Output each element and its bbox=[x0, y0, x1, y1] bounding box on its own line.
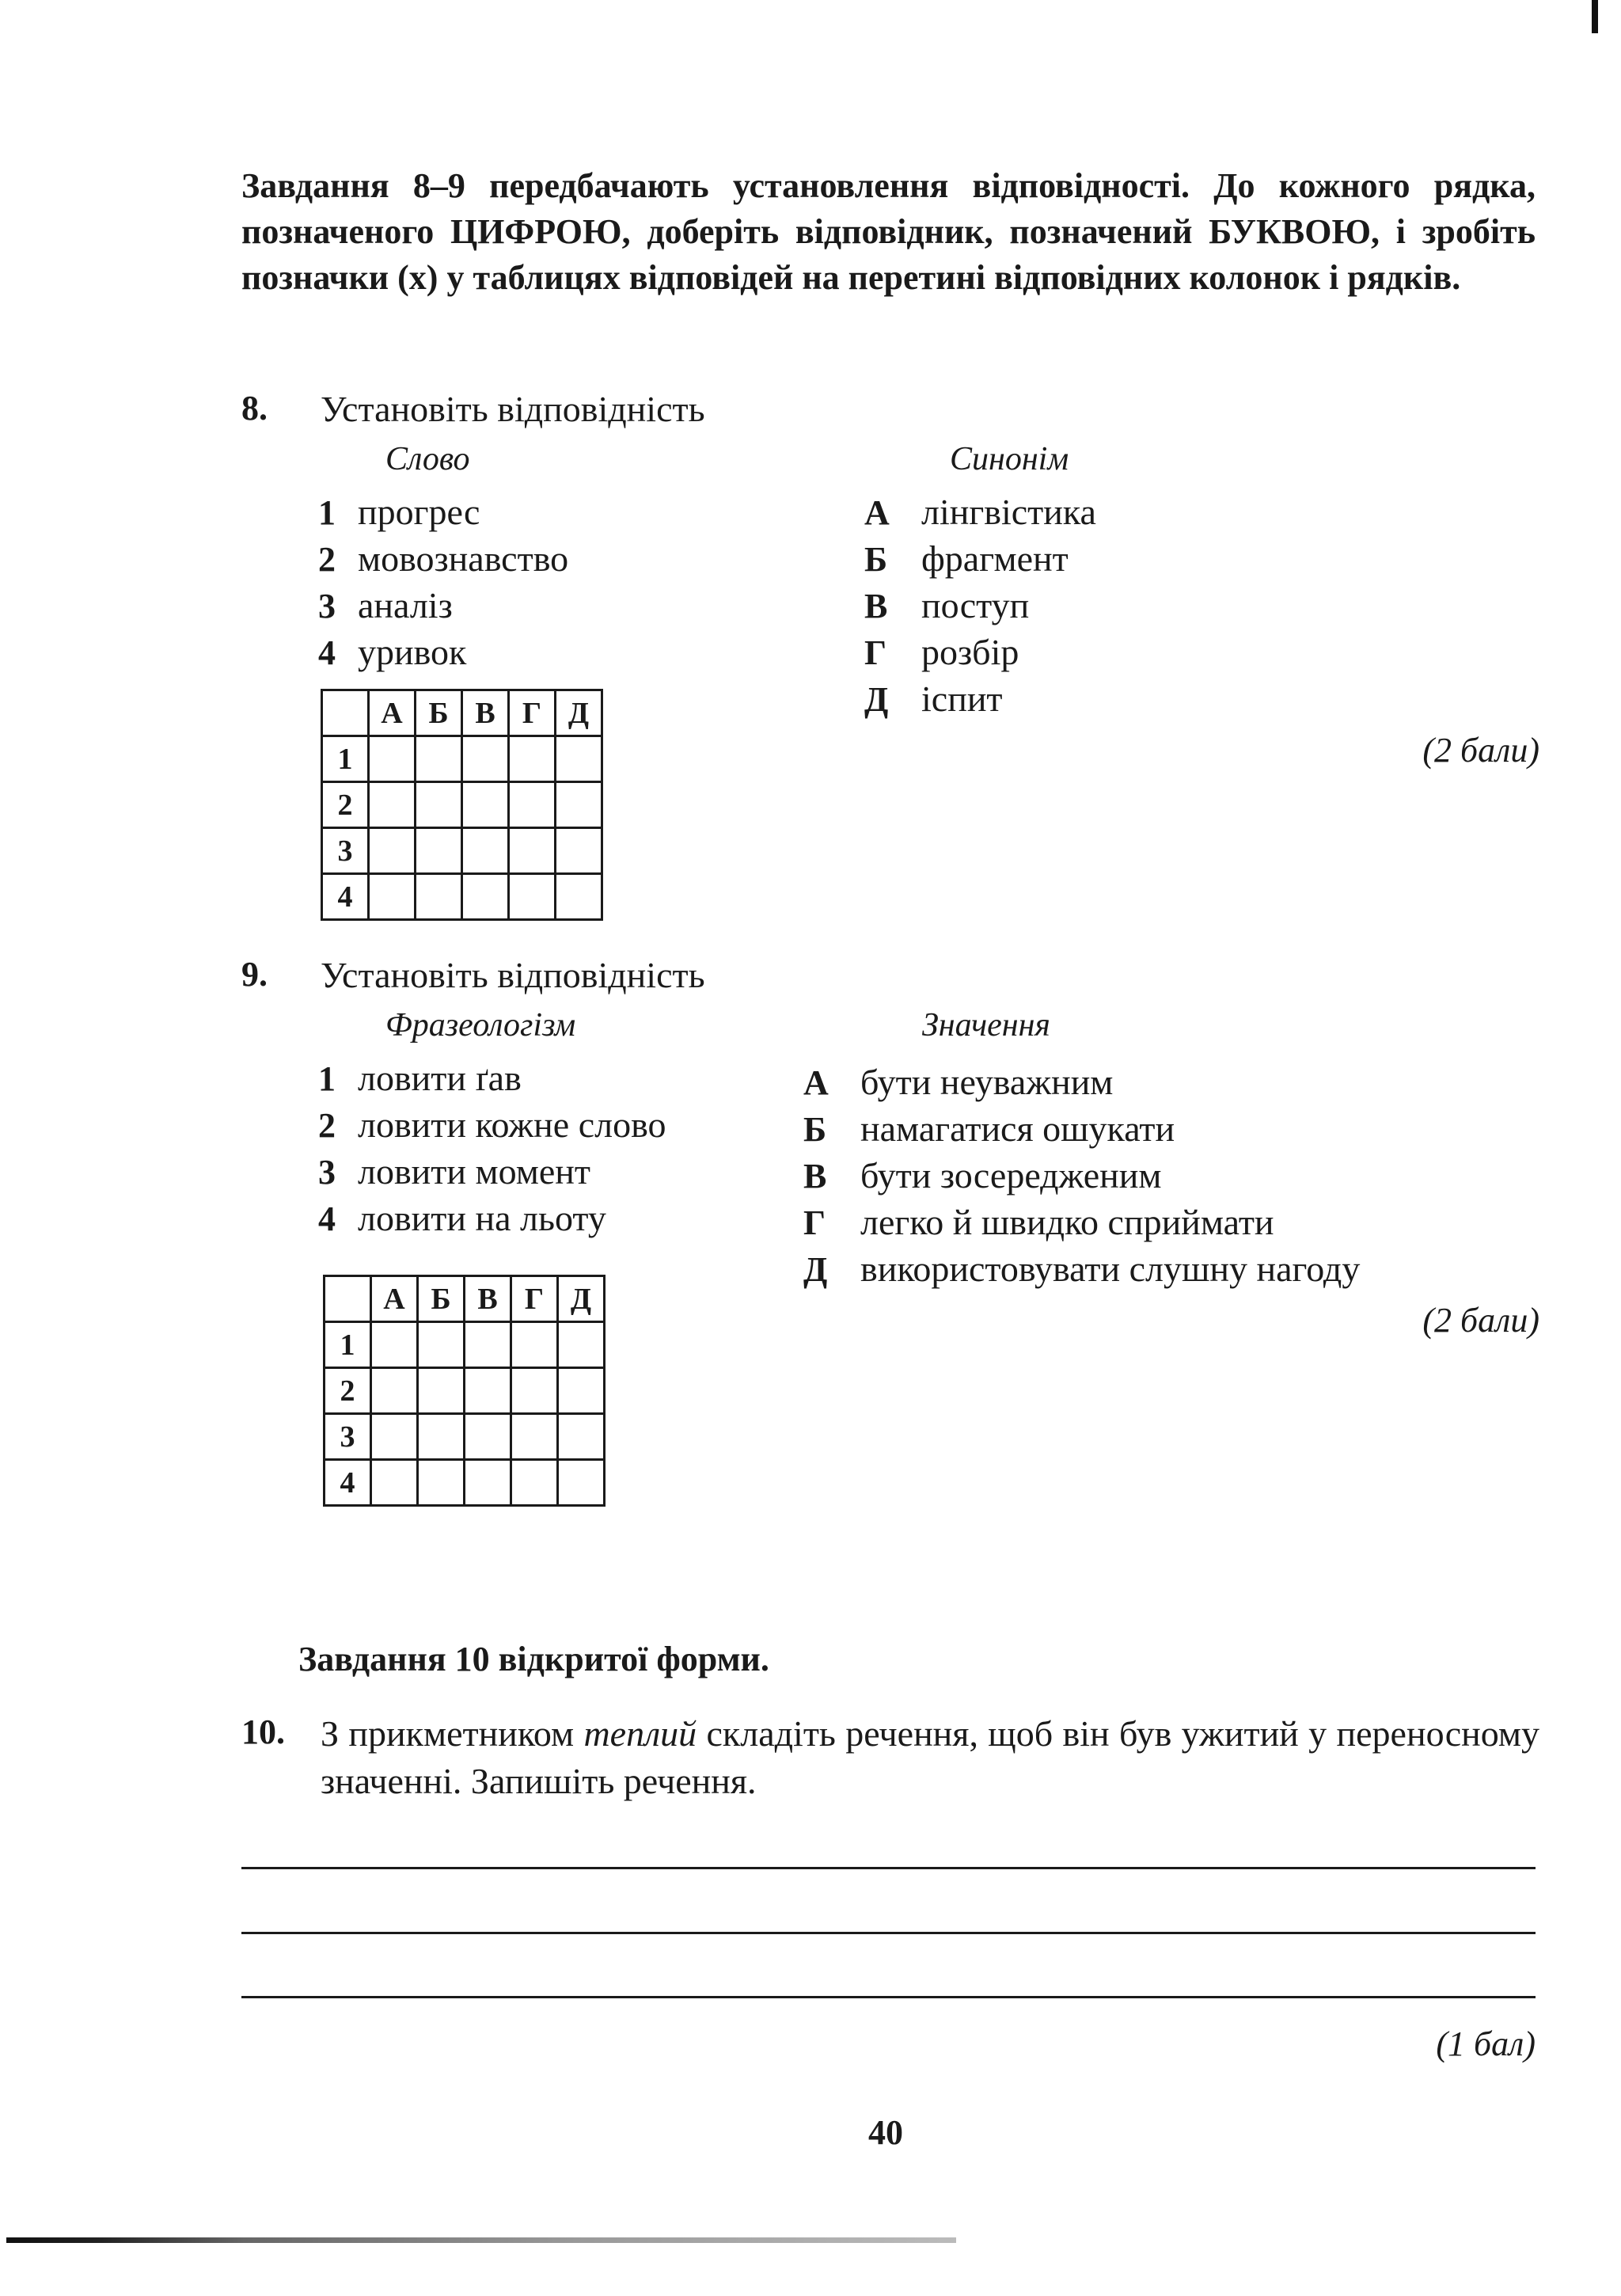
grid-row-header: 4 bbox=[325, 1460, 371, 1506]
grid-col-header: В bbox=[462, 690, 509, 736]
list-item: 1 прогрес bbox=[318, 492, 480, 532]
list-item: Д іспит bbox=[864, 679, 1003, 719]
answer-cell[interactable] bbox=[371, 1368, 418, 1414]
list-item: 4 ловити на льоту bbox=[318, 1198, 606, 1238]
answer-cell[interactable] bbox=[462, 828, 509, 874]
question-8 bbox=[241, 388, 1539, 934]
grid-row-header: 1 bbox=[325, 1322, 371, 1368]
page-number: 40 bbox=[868, 2113, 903, 2152]
grid-col-header: В bbox=[465, 1276, 511, 1322]
question-text: Установіть відповідність bbox=[321, 955, 705, 995]
list-item: Г легко й швидко сприймати bbox=[803, 1202, 1274, 1242]
answer-grid-9 bbox=[323, 1275, 606, 1507]
emphasized-word: теплий bbox=[583, 1713, 697, 1754]
right-column-header: Синонім bbox=[950, 441, 1069, 477]
answer-cell[interactable] bbox=[558, 1322, 605, 1368]
grid-row-header: 4 bbox=[322, 874, 369, 920]
answer-cell[interactable] bbox=[556, 782, 602, 828]
list-item: Г розбір bbox=[864, 632, 1019, 672]
right-column-header: Значення bbox=[922, 1007, 1050, 1043]
answer-cell[interactable] bbox=[416, 828, 462, 874]
right-list bbox=[864, 489, 1096, 723]
answer-grid-8 bbox=[321, 689, 603, 921]
answer-line[interactable] bbox=[241, 1996, 1536, 1998]
section-10-heading: Завдання 10 відкритої форми. bbox=[298, 1640, 769, 1678]
grid-col-header: Б bbox=[416, 690, 462, 736]
grid-row-header: 3 bbox=[322, 828, 369, 874]
question-number: 8. bbox=[241, 389, 268, 428]
grid-col-header: Д bbox=[556, 690, 602, 736]
answer-cell[interactable] bbox=[462, 736, 509, 782]
list-item: 1 ловити ґав bbox=[318, 1058, 522, 1098]
answer-line[interactable] bbox=[241, 1932, 1536, 1934]
answer-cell[interactable] bbox=[509, 736, 556, 782]
list-item: 3 ловити момент bbox=[318, 1151, 590, 1192]
answer-cell[interactable] bbox=[558, 1460, 605, 1506]
answer-cell[interactable] bbox=[511, 1414, 558, 1460]
list-item: А бути неуважним bbox=[803, 1062, 1114, 1102]
question-number: 9. bbox=[241, 955, 268, 994]
answer-cell[interactable] bbox=[511, 1322, 558, 1368]
right-list bbox=[803, 1059, 1360, 1293]
score-label: (2 бали) bbox=[1422, 1301, 1539, 1340]
answer-cell[interactable] bbox=[371, 1414, 418, 1460]
grid-col-header: Д bbox=[558, 1276, 605, 1322]
grid-col-header: А bbox=[369, 690, 416, 736]
scan-edge-mark bbox=[1592, 0, 1598, 33]
answer-cell[interactable] bbox=[371, 1460, 418, 1506]
answer-cell[interactable] bbox=[509, 828, 556, 874]
answer-cell[interactable] bbox=[416, 736, 462, 782]
answer-cell[interactable] bbox=[556, 828, 602, 874]
answer-cell[interactable] bbox=[369, 874, 416, 920]
answer-cell[interactable] bbox=[465, 1368, 511, 1414]
answer-cell[interactable] bbox=[416, 874, 462, 920]
answer-cell[interactable] bbox=[558, 1368, 605, 1414]
answer-cell[interactable] bbox=[418, 1322, 465, 1368]
question-text: З прикметником теплий складіть речення, щоб він був ужитий у переносному значенні. Запишіть речення. bbox=[321, 1713, 1539, 1801]
list-item: 2 ловити кожне слово bbox=[318, 1104, 666, 1145]
score-label: (1 бал) bbox=[1436, 2024, 1536, 2063]
grid-row-header: 3 bbox=[325, 1414, 371, 1460]
answer-cell[interactable] bbox=[465, 1460, 511, 1506]
answer-cell[interactable] bbox=[462, 782, 509, 828]
answer-cell[interactable] bbox=[465, 1322, 511, 1368]
left-list bbox=[318, 489, 568, 676]
grid-col-header: А bbox=[371, 1276, 418, 1322]
left-column-header: Слово bbox=[385, 441, 470, 477]
score-label: (2 бали) bbox=[1422, 731, 1539, 770]
answer-cell[interactable] bbox=[369, 736, 416, 782]
list-item: А лінгвістика bbox=[864, 492, 1096, 532]
answer-cell[interactable] bbox=[509, 874, 556, 920]
answer-cell[interactable] bbox=[509, 782, 556, 828]
grid-col-header: Г bbox=[511, 1276, 558, 1322]
list-item: Б намагатися ошукати bbox=[803, 1108, 1175, 1149]
question-9 bbox=[241, 954, 1539, 1532]
answer-cell[interactable] bbox=[465, 1414, 511, 1460]
answer-cell[interactable] bbox=[416, 782, 462, 828]
grid-row-header: 1 bbox=[322, 736, 369, 782]
answer-line[interactable] bbox=[241, 1867, 1536, 1869]
answer-cell[interactable] bbox=[556, 736, 602, 782]
answer-cell[interactable] bbox=[418, 1460, 465, 1506]
grid-row-header: 2 bbox=[322, 782, 369, 828]
list-item: Д використовувати слушну нагоду bbox=[803, 1249, 1361, 1289]
answer-cell[interactable] bbox=[369, 828, 416, 874]
list-item: В поступ bbox=[864, 585, 1030, 625]
question-text: Установіть відповідність bbox=[321, 389, 705, 429]
grid-col-header: Г bbox=[509, 690, 556, 736]
left-column-header: Фразеологізм bbox=[385, 1007, 576, 1043]
list-item: 3 аналіз bbox=[318, 585, 453, 625]
scan-edge-line bbox=[6, 2237, 956, 2243]
answer-cell[interactable] bbox=[371, 1322, 418, 1368]
answer-cell[interactable] bbox=[369, 782, 416, 828]
answer-cell[interactable] bbox=[418, 1414, 465, 1460]
answer-cell[interactable] bbox=[462, 874, 509, 920]
grid-col-header: Б bbox=[418, 1276, 465, 1322]
answer-cell[interactable] bbox=[558, 1414, 605, 1460]
left-list bbox=[318, 1055, 666, 1242]
answer-cell[interactable] bbox=[511, 1460, 558, 1506]
list-item: 4 уривок bbox=[318, 632, 467, 672]
question-number: 10. bbox=[241, 1712, 285, 1751]
grid-row-header: 2 bbox=[325, 1368, 371, 1414]
list-item: В бути зосередженим bbox=[803, 1155, 1162, 1196]
list-item: Б фрагмент bbox=[864, 538, 1069, 579]
instructions-paragraph: Завдання 8–9 передбачають установлення відповідності. До кожного рядка, позначеного ЦИФРОЮ, доберіть відповідник, позначений БУКВОЮ, і зробіть позначки (х) у таблицях відповідей на перетині відповідних колонок і рядків. bbox=[241, 166, 1536, 297]
answer-cell[interactable] bbox=[418, 1368, 465, 1414]
list-item: 2 мовознавство bbox=[318, 538, 569, 579]
answer-cell[interactable] bbox=[511, 1368, 558, 1414]
answer-cell[interactable] bbox=[556, 874, 602, 920]
